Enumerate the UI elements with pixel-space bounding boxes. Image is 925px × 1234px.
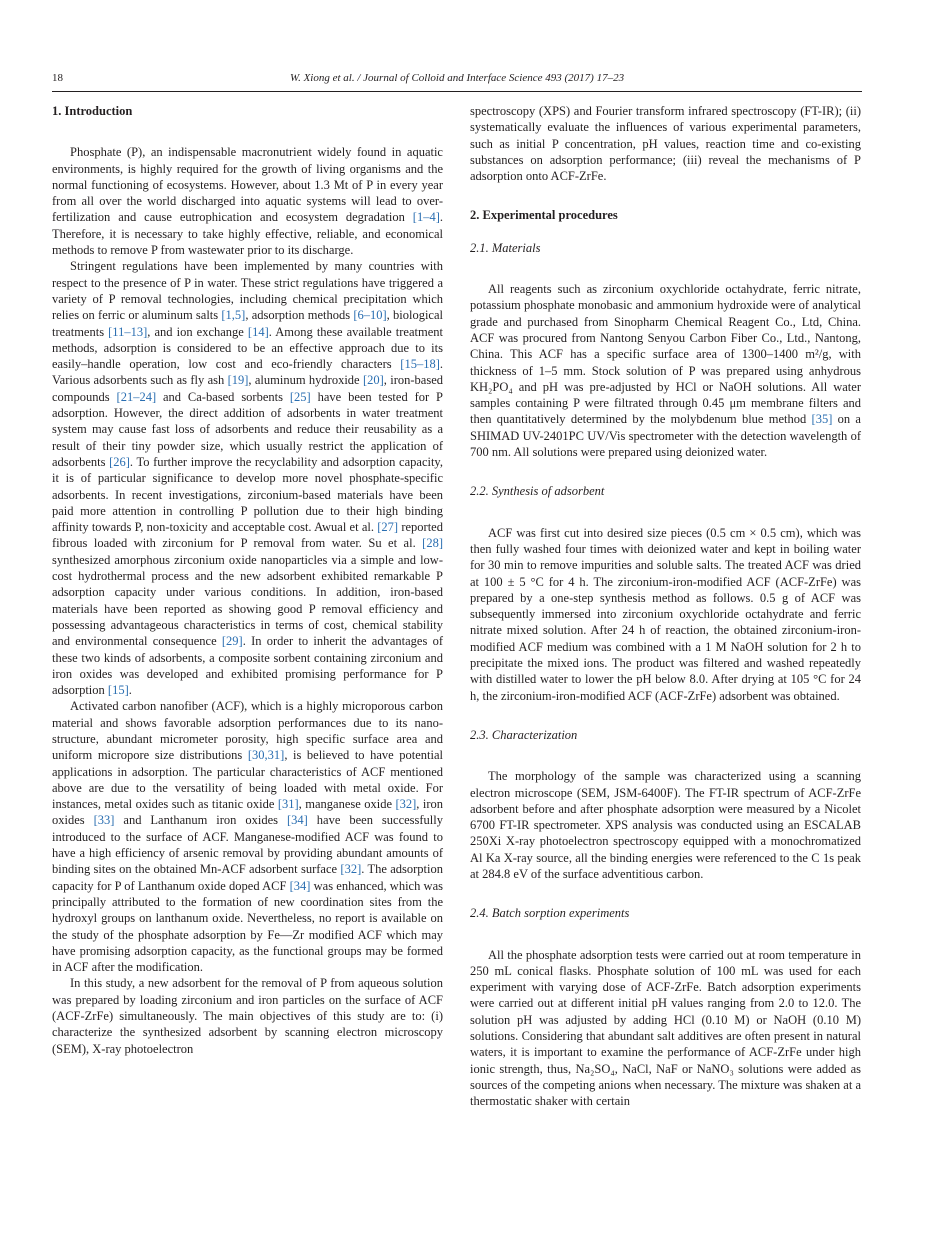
citation-link[interactable]: [33]	[93, 813, 115, 828]
citation-link[interactable]: [15–18]	[400, 357, 440, 372]
paragraph-intro-1: Phosphate (P), an indispensable macronutrient widely found in aquatic environments, is highly required for the growth of living organisms and the normal functioning of ecosystems. However, about 1.3 Mt of P in every year from all over the world discharged into aquatic systems will lead to over-fertilization and cause eutrophication and ecosystem degradation [1–4]. Therefore, it is necessary to take highly effective, reliable, and economical methods to remove P from wastewater prior to its discharge.	[52, 145, 443, 258]
citation-link[interactable]: [19]	[227, 373, 249, 388]
citation-link[interactable]: [14]	[247, 324, 269, 339]
page-number: 18	[52, 72, 63, 84]
subsection-title-materials: 2.1. Materials	[470, 240, 541, 255]
paragraph-intro-4: In this study, a new adsorbent for the removal of P from aqueous solution was prepared by loading zirconium and iron particles on the surface of ACF (ACF-ZrFe) simultaneously. The main objectives of this study are to: (i) characterize the synthesized adsorbent by scanning electron microscopy (SEM), X-ray photoelectron	[52, 976, 443, 1056]
citation-link[interactable]: [30,31]	[247, 748, 285, 763]
citation-link[interactable]: [11–13]	[108, 324, 148, 339]
citation-link[interactable]: [27]	[377, 520, 399, 535]
paragraph-batch-sorption: All the phosphate adsorption tests were carried out at room temperature in 250 mL conical flasks. Phosphate solution of 100 mL was used for each experiment with varying dose of ACF-ZrFe. Batch adsorption experiments were carried out at different initial pH values ranging from 2.0 to 12.0. The solution pH was adjusted by adding HCl (0.10 M) or NaOH (0.10 M) solutions. Considering that abundant salt additives are often present in natural waters, it is important to examine the performance of ACF-ZrFe under high ionic strength, thus, Na₂SO₄, NaCl, NaF or NaNO₃ solutions were added as sources of the competing anions when necessary. The mixture was shaken at a thermostatic shaker with certain	[470, 947, 861, 1109]
citation-link[interactable]: [1–4]	[412, 210, 440, 225]
citation-link[interactable]: [26]	[109, 454, 130, 469]
citation-link[interactable]: [20]	[362, 373, 384, 388]
paragraph-characterization: The morphology of the sample was characterized using a scanning electron microscope (SEM, JSM-6400F). The FT-IR spectrum of ACF-ZrFe adsorbent before and after phosphate adsorption were measured by a Nicolet 6700 FT-IR spectrometer. XPS analysis was conducted using an ESCALAB 250Xi X-ray photoelectron spectroscopy equipped with a monochromatized Al Ka X-ray source, all the binding energies were referenced to the C 1s peak at 284.8 eV of the surface adventitious carbon.	[470, 769, 861, 881]
citation-link[interactable]: [35]	[811, 412, 833, 427]
running-title: W. Xiong et al. / Journal of Colloid and Interface Science 493 (2017) 17–23	[289, 72, 625, 84]
subsection-title-characterization: 2.3. Characterization	[470, 727, 578, 742]
left-column	[52, 103, 443, 1057]
citation-link[interactable]: [34]	[287, 813, 308, 828]
paragraph-synthesis: ACF was first cut into desired size pieces (0.5 cm × 0.5 cm), which was then fully washed four times with deionized water and kept in boiling water for 30 min to remove impurities and soluble salts. The treated ACF was dried at 100 ± 5 °C for 4 h. The zirconium-iron-modified ACF (ACF-ZrFe) was prepared by a one-step synthesis method as follows. 0.5 g of ACF was subsequently immersed into zirconium oxychloride octahydrate and ferric nitrate mixed solution. After 24 h of reaction, the obtained zirconium-iron-modified ACF medium was combined with a 1 M NaOH solution for 2 h to precipitate the mixed ions. The product was filtered and washed repeatedly with distilled water to lower the pH below 8.0. After drying at 105 °C for 24 h, the zirconium-iron-modified ACF (ACF-ZrFe) adsorbent was obtained.	[470, 525, 861, 703]
citation-link[interactable]: [6–10]	[353, 308, 387, 323]
header-rule	[52, 91, 862, 92]
section-title-experimental: 2. Experimental procedures	[470, 208, 618, 223]
citation-link[interactable]: [15]	[107, 683, 129, 698]
subsection-title-batch-sorption: 2.4. Batch sorption experiments	[470, 906, 630, 921]
section-title-introduction: 1. Introduction	[52, 104, 133, 118]
paragraph-intro-3: Activated carbon nanofiber (ACF), which is a highly microporous carbon material and shows favorable adsorption performances due to its nano-structure, abundant micrometer porosity, high specific surface area and uniform micropore size distributions [30,31], is believed to have potential applications in adsorption. The particular characteristics of ACF mentioned above are due to the versatility of being loaded with metal oxide. For instances, metal oxides such as titanic oxide [31], manganese oxide [32], iron oxides [33] and Lanthanum iron oxides [34] have been successfully introduced to the surface of ACF. Manganese-modified ACF was found to have a high efficiency of arsenic removal by providing abundant amounts of binding sites on the obtained Mn-ACF adsorbent surface [32]. The adsorption capacity for P of Lanthanum oxide doped ACF [34] was enhanced, which was principally attributed to the formation of new coordination sites from the hydroxyl groups on lanthanum oxide. Nevertheless, no report is available on the study of the phosphate adsorption by Fe—Zr modified ACF which may have promising adsorption capacity, as the functional groups may be formed in ACF after the modification.	[52, 699, 444, 975]
running-header	[52, 72, 862, 88]
paragraph-intro-4-continued: spectroscopy (XPS) and Fourier transform infrared spectroscopy (FT-IR); (ii) systematically evaluate the influences of various experimental parameters, such as initial P concentration, pH values, reaction time and co-existing substances on adsorption performance; (iii) reveal the mechanisms of P adsorption onto ACF-ZrFe.	[470, 104, 861, 184]
paragraph-intro-2: Stringent regulations have been implemented by many countries with respect to the presence of P in water. These strict regulations have triggered a variety of P removal technologies, including chemical precipitation which relies on ferric or aluminum salts [1,5], adsorption methods [6–10], biological treatments [11–13], and ion exchange [14]. Among these available treatment methods, adsorption is considered to be an effective approach due to its easily–handle operation, low cost and eco-friendly characters [15–18]. Various adsorbents such as fly ash [19], aluminum hydroxide [20], iron-based compounds [21–24] and Ca-based sorbents [25] have been tested for P adsorption. However, the direct addition of adsorbents in water treatment system may cause fast loss of adsorbents and reduce their reusability as a result of their tiny powder size, which usually restrict the application of adsorbents [26]. To further improve the recyclability and adsorption capacity, it is of particular significance to develop more novel phosphate-specific adsorbents. In recent investigations, zirconium-based materials have been paid more attention in controlling P pollution due to their high binding affinity towards P, non-toxicity and acceptable cost. Awual et al. [27] reported fibrous loaded with zirconium for P removal from water. Su et al. [28] synthesized amorphous zirconium oxide nanoparticles via a simple and low-cost hydrothermal process and the new adsorbent exhibited remarkable P adsorption capacity under various conditions. In addition, iron-based materials have been reported as showing good P removal efficiency and possessing advantageous characteristics in terms of cost, chemical stability and environmental consequence [29]. In order to inherit the advantages of these two kinds of adsorbents, a composite sorbent containing zirconium and iron oxides was developed and exhibited promising performance for P adsorption [15].	[52, 259, 443, 698]
paragraph-materials: All reagents such as zirconium oxychloride octahydrate, ferric nitrate, potassium phosphate monobasic and ammonium hydroxide were of analytical grade and purchased from Sinopharm Chemical Reagent Co., Ltd, China. ACF was procured from Nantong Senyou Carbon Fiber Co., Ltd., Nantong, China. This ACF has a specific surface area of 1300–1400 m²/g, with thickness of 1–5 mm. Stock solution of P was prepared using anhydrous KH₂PO₄ and pH was pre-adjusted by HCl or NaOH solutions. All water samples containing P were filtrated through 0.45 μm membrane filters and then quantitatively determined by the molybdenum blue method [35] on a SHIMAD UV-2401PC UV/Vis spectrometer with the detection wavelength of 700 nm. All solutions were prepared using deionized water.	[470, 282, 861, 460]
citation-link[interactable]: [25]	[289, 389, 311, 404]
citation-link[interactable]: [1,5]	[221, 308, 246, 323]
right-column	[470, 103, 861, 1110]
citation-link[interactable]: [29]	[221, 634, 243, 649]
citation-link[interactable]: [28]	[422, 536, 443, 551]
citation-link[interactable]: [31]	[277, 797, 299, 812]
citation-link[interactable]: [34]	[289, 878, 311, 893]
citation-link[interactable]: [32]	[340, 862, 362, 877]
subsection-title-synthesis: 2.2. Synthesis of adsorbent	[470, 484, 605, 499]
citation-link[interactable]: [32]	[395, 797, 417, 812]
citation-link[interactable]: [21–24]	[116, 389, 157, 404]
